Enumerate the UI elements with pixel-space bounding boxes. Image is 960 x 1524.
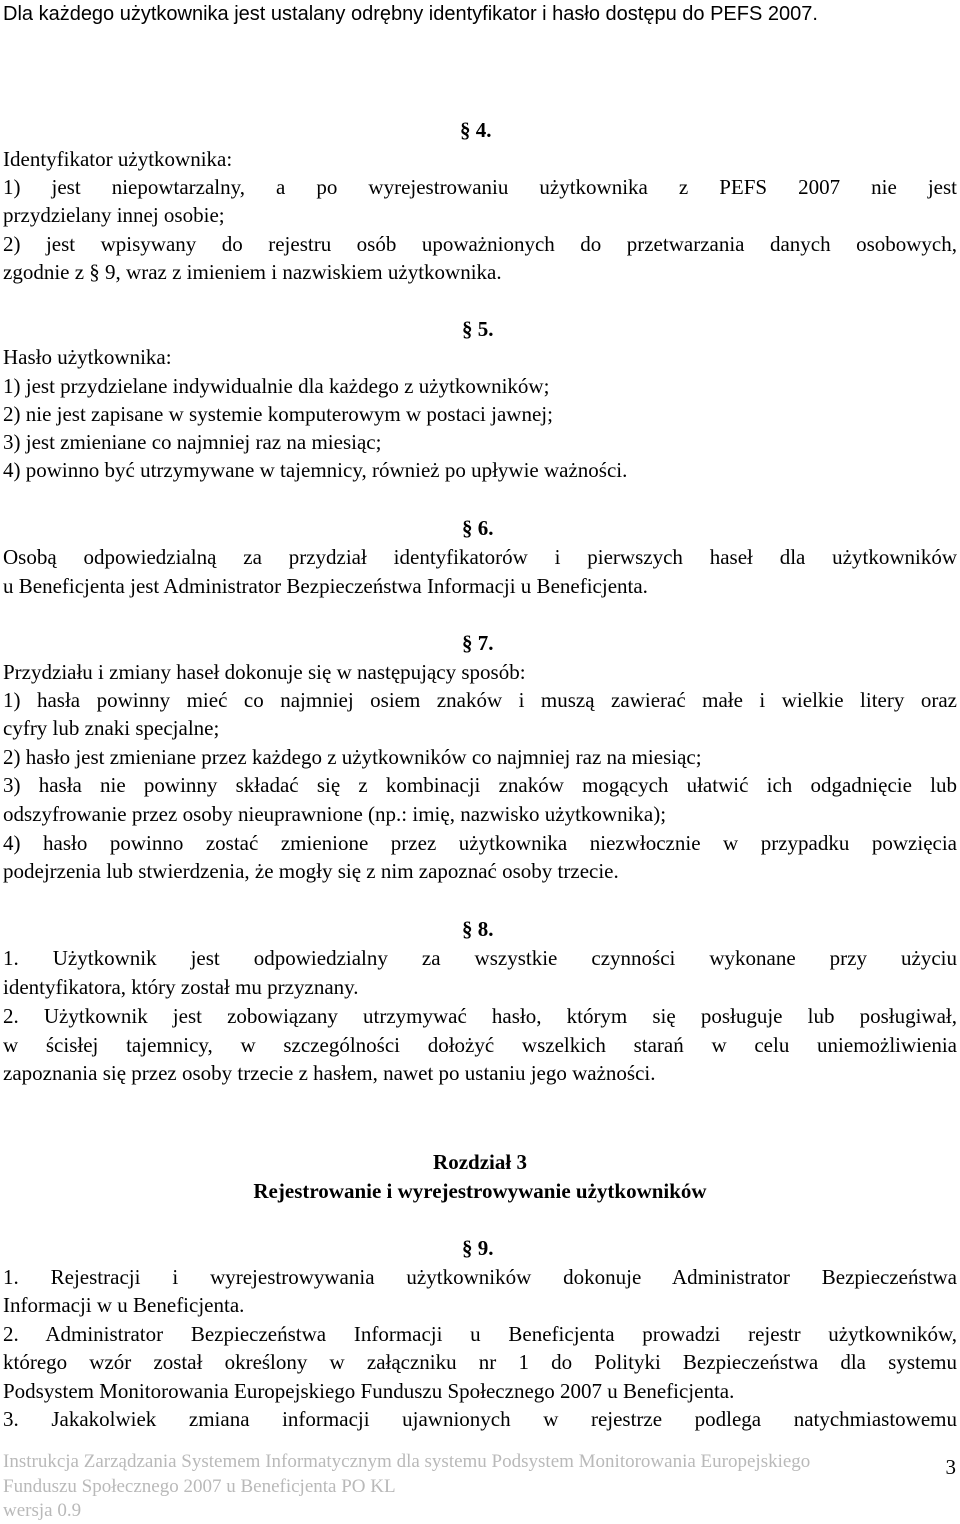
p6-line1: Osobą odpowiedzialną za przydział identyfikatorów i pierwszych haseł dla użytkowników — [3, 545, 957, 569]
chapter-number: Rozdział 3 — [433, 1150, 527, 1174]
p5-item2: 2) nie jest zapisane w systemie komputerowym w postaci jawnej; — [3, 402, 553, 426]
footer-line3: wersja 0.9 — [3, 1500, 82, 1521]
chapter-title: Rejestrowanie i wyrejestrowywanie użytkowników — [253, 1179, 707, 1203]
p8-point2-line3: zapoznania się przez osoby trzecie z hasłem, nawet po ustaniu jego ważności. — [3, 1061, 656, 1085]
section-7-heading: § 7. — [462, 631, 494, 655]
p7-item4-line1: 4) hasło powinno zostać zmienione przez użytkownika niezwłocznie w przypadku powzięcia — [3, 831, 957, 855]
p6-line2: u Beneficjenta jest Administrator Bezpieczeństwa Informacji u Beneficjenta. — [3, 574, 648, 598]
p9-point2-line3: Podsystem Monitorowania Europejskiego Funduszu Społecznego 2007 u Beneficjenta. — [3, 1379, 735, 1403]
p8-point2-line2: w ścisłej tajemnicy, w szczególności dołożyć wszelkich starań w celu uniemożliwienia — [3, 1033, 957, 1057]
top-note: Dla każdego użytkownika jest ustalany odrębny identyfikator i hasło dostępu do PEFS 2007. — [3, 3, 818, 25]
p7-item2: 2) hasło jest zmieniane przez każdego z użytkowników co najmniej raz na miesiąc; — [3, 745, 702, 769]
p9-point2-line1: 2. Administrator Bezpieczeństwa Informacji u Beneficjenta prowadzi rejestr użytkowników, — [3, 1322, 957, 1346]
footer-line2: Funduszu Społecznego 2007 u Beneficjenta PO KL — [3, 1476, 396, 1497]
p7-item1-line2: cyfry lub znaki specjalne; — [3, 716, 220, 740]
section-8-heading: § 8. — [462, 917, 494, 941]
p5-intro: Hasło użytkownika: — [3, 345, 172, 369]
p7-item1-line1: 1) hasła powinny mieć co najmniej osiem znaków i muszą zawierać małe i wielkie litery oraz — [3, 688, 957, 712]
p8-point2-line1: 2. Użytkownik jest zobowiązany utrzymywać hasło, którym się posługuje lub posługiwał, — [3, 1004, 957, 1028]
section-5-heading: § 5. — [462, 317, 494, 341]
p7-item3-line1: 3) hasła nie powinny składać się z kombinacji znaków mogących ułatwić ich odgadnięcie lub — [3, 773, 957, 797]
footer-line1: Instrukcja Zarządzania Systemem Informatycznym dla systemu Podsystem Monitorowania Europejskiego — [3, 1451, 811, 1472]
p9-point1-line1: 1. Rejestracji i wyrejestrowywania użytkowników dokonuje Administrator Bezpieczeństwa — [3, 1265, 957, 1289]
page-number: 3 — [945, 1455, 956, 1479]
p5-item1: 1) jest przydzielane indywidualnie dla każdego z użytkowników; — [3, 374, 550, 398]
p4-item1-line1: 1) jest niepowtarzalny, a po wyrejestrowaniu użytkownika z PEFS 2007 nie jest — [3, 175, 957, 199]
p5-item3: 3) jest zmieniane co najmniej raz na miesiąc; — [3, 430, 382, 454]
p8-point1-line2: identyfikatora, który został mu przyznany. — [3, 975, 359, 999]
p4-item2-line2: zgodnie z § 9, wraz z imieniem i nazwiskiem użytkownika. — [3, 260, 502, 284]
p4-item1-line2: przydzielany innej osobie; — [3, 203, 225, 227]
p7-item3-line2: odszyfrowanie przez osoby nieuprawnione (np.: imię, nazwisko użytkownika); — [3, 802, 667, 826]
p7-item4-line2: podejrzenia lub stwierdzenia, że mogły się z nim zapoznać osoby trzecie. — [3, 859, 619, 883]
p7-intro: Przydziału i zmiany haseł dokonuje się w następujący sposób: — [3, 660, 526, 684]
p9-point2-line2: którego wzór został określony w załączniku nr 1 do Polityki Bezpieczeństwa dla systemu — [3, 1350, 957, 1374]
p9-point3-line1: 3. Jakakolwiek zmiana informacji ujawnionych w rejestrze podlega natychmiastowemu — [3, 1407, 957, 1431]
p4-item2-line1: 2) jest wpisywany do rejestru osób upoważnionych do przetwarzania danych osobowych, — [3, 232, 957, 256]
p5-item4: 4) powinno być utrzymywane w tajemnicy, również po upływie ważności. — [3, 458, 628, 482]
section-4-heading: § 4. — [460, 118, 492, 142]
p9-point1-line2: Informacji w u Beneficjenta. — [3, 1293, 245, 1317]
p4-intro: Identyfikator użytkownika: — [3, 147, 233, 171]
section-6-heading: § 6. — [462, 516, 494, 540]
p8-point1-line1: 1. Użytkownik jest odpowiedzialny za wszystkie czynności wykonane przy użyciu — [3, 946, 957, 970]
section-9-heading: § 9. — [462, 1236, 494, 1260]
